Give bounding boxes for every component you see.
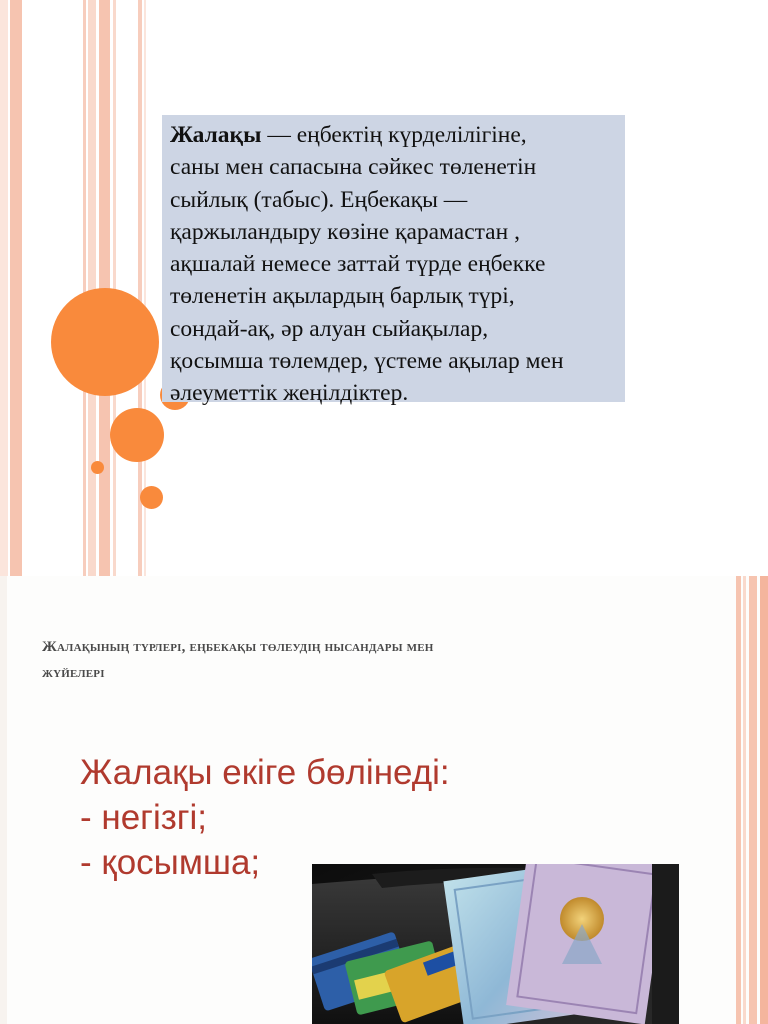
slide-2: [0, 576, 768, 1024]
definition-term: Жалақы: [170, 122, 262, 148]
body-line: - қосымша;: [80, 843, 261, 882]
wallet-money-illustration: [312, 864, 679, 1024]
wallet-money-photo: [312, 864, 679, 1024]
definition-line: қосымша төлемдер, үстеме ақылар мен: [170, 348, 564, 375]
decor-stripe: [10, 0, 22, 576]
definition-line: саны мен сапасына сәйкес төленетін: [170, 154, 537, 181]
decor-stripe: [83, 0, 86, 576]
definition-line: сыйлық (табыс). Еңбекақы —: [170, 186, 468, 213]
slide-title: Жалақының түрлері, еңбекақы төлеудің нысандары мен жүйелері: [42, 639, 434, 681]
decor-circle: [110, 408, 164, 462]
body-line: Жалақы екіге бөлінеді:: [80, 753, 450, 792]
definition-line: қаржыландыру көзіне қарамастан ,: [170, 218, 520, 245]
definition-line: ақшалай немесе заттай түрде еңбекке: [170, 251, 546, 278]
decor-stripe: [736, 576, 741, 1024]
decor-stripe: [760, 576, 768, 1024]
definition-line: төленетін ақылардың барлық түрі,: [170, 283, 515, 310]
body-line: - негізгі;: [80, 798, 208, 837]
decor-stripe: [0, 0, 8, 576]
definition-line: сондай-ақ, әр алуан сыйақылар,: [170, 315, 489, 342]
decor-stripe: [743, 576, 746, 1024]
decor-stripe: [0, 576, 7, 1024]
decor-circle: [91, 461, 104, 474]
definition-line: әлеуметтік жеңілдіктер.: [170, 380, 409, 407]
decor-circle: [140, 486, 163, 509]
definition-line: Жалақы — еңбектің күрделілігіне,: [170, 122, 527, 148]
decor-stripe: [749, 576, 757, 1024]
decor-circle: [51, 288, 159, 396]
definition-text-box: [162, 115, 625, 407]
